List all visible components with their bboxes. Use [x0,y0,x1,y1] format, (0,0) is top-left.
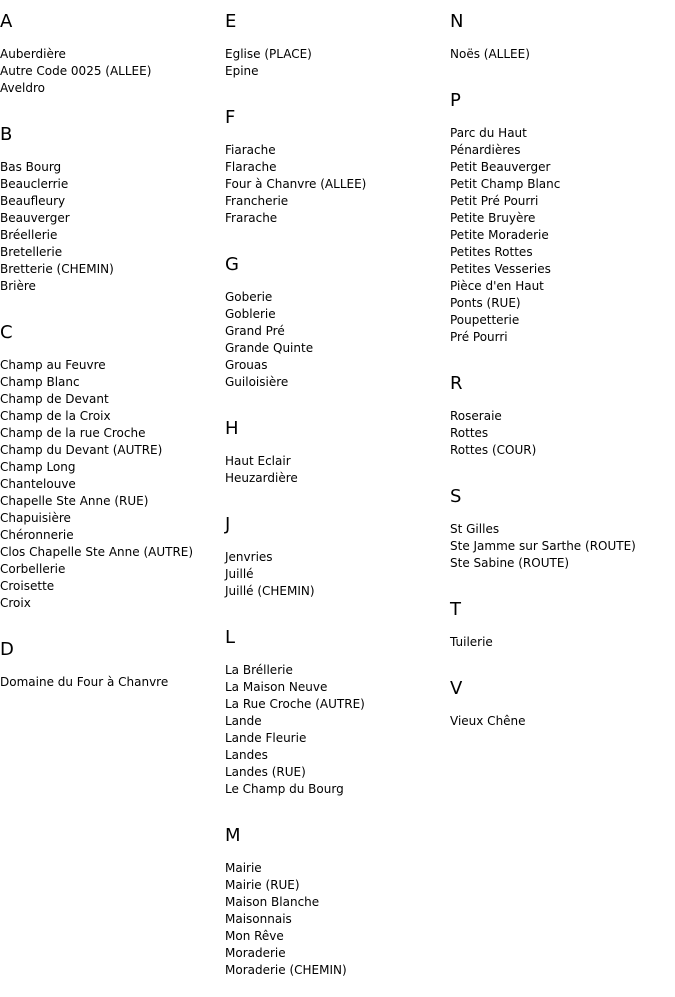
letter-heading: C [0,322,13,343]
street-link[interactable]: Juillé [225,567,254,581]
section-spacer [0,691,224,709]
street-link[interactable]: Landes (RUE) [225,765,306,779]
street-link[interactable]: Clos Chapelle Ste Anne (AUTRE) [0,545,194,559]
section-spacer [450,572,674,590]
street-link[interactable]: Bretellerie [0,245,63,259]
letter-heading: H [225,418,239,439]
street-link[interactable]: Croisette [0,579,55,593]
street-link[interactable]: Champ au Feuvre [0,358,106,372]
street-link[interactable]: Moraderie (CHEMIN) [225,963,347,977]
letter-section-a [0,0,224,115]
street-link[interactable]: La Rue Croche (AUTRE) [225,697,365,711]
street-link[interactable]: Grouas [225,358,268,372]
street-link[interactable]: Champ Blanc [0,375,80,389]
street-link[interactable]: Corbellerie [0,562,66,576]
letter-section-n [450,0,674,81]
street-link[interactable]: Champ de la rue Croche [0,426,146,440]
street-link[interactable]: Aveldro [0,81,45,95]
street-link[interactable]: Chéronnerie [0,528,74,542]
street-link[interactable]: Goblerie [225,307,276,321]
street-link[interactable]: Bas Bourg [0,160,62,174]
street-link[interactable]: Petit Beauverger [450,160,551,174]
letter-heading: F [225,107,236,128]
letter-heading: P [450,90,461,111]
street-link[interactable]: Maisonnais [225,912,292,926]
section-spacer [225,600,449,618]
letter-heading: E [225,11,237,32]
section-spacer [225,227,449,245]
street-list [225,549,449,600]
street-link[interactable]: Rottes (COUR) [450,443,537,457]
street-link[interactable]: Ste Jamme sur Sarthe (ROUTE) [450,539,636,553]
street-link[interactable]: Parc du Haut [450,126,527,140]
street-link[interactable]: Chapuisière [0,511,71,525]
section-spacer [450,63,674,81]
section-spacer [450,730,674,748]
street-link[interactable]: Poupetterie [450,313,520,327]
street-link[interactable]: Rottes [450,426,489,440]
letter-section-t [450,590,674,669]
street-index-column-2 [225,0,449,997]
letter-heading: G [225,254,239,275]
street-link[interactable]: Roseraie [450,409,502,423]
street-list [450,634,674,651]
street-link[interactable]: Chantelouve [0,477,76,491]
street-list [450,521,674,572]
street-link[interactable]: Juillé (CHEMIN) [225,584,315,598]
street-list [450,713,674,730]
letter-heading: M [225,825,241,846]
letter-heading: D [0,639,14,660]
street-list [450,125,674,346]
section-spacer [450,651,674,669]
section-spacer [225,798,449,816]
street-link[interactable]: Petites Rottes [450,245,533,259]
street-link[interactable]: Frarache [225,211,278,225]
section-spacer [225,979,449,997]
section-spacer [225,487,449,505]
street-link[interactable]: Ste Sabine (ROUTE) [450,556,570,570]
letter-section-p [450,81,674,364]
street-link[interactable]: Champ du Devant (AUTRE) [0,443,163,457]
street-link[interactable]: Grand Pré [225,324,285,338]
street-link[interactable]: Bréellerie [0,228,58,242]
street-link[interactable]: Autre Code 0025 (ALLEE) [0,64,152,78]
letter-section-e [225,0,449,98]
street-link[interactable]: Eglise (PLACE) [225,47,312,61]
street-link[interactable]: Landes [225,748,268,762]
street-list [0,159,224,295]
street-link[interactable]: Moraderie [225,946,286,960]
street-index-column-3 [450,0,674,748]
street-link[interactable]: Noës (ALLEE) [450,47,530,61]
street-list [225,46,449,80]
street-list [225,860,449,979]
street-list [0,357,224,612]
street-link[interactable]: Petite Moraderie [450,228,549,242]
street-link[interactable]: Fiarache [225,143,276,157]
letter-section-v [450,669,674,748]
street-list [450,46,674,63]
section-spacer [450,346,674,364]
letter-heading: J [225,514,231,535]
street-link[interactable]: Epine [225,64,259,78]
letter-section-l [225,618,449,816]
street-link[interactable]: Petite Bruyère [450,211,536,225]
street-link[interactable]: Champ de la Croix [0,409,111,423]
street-list [0,46,224,97]
letter-section-h [225,409,449,505]
street-link[interactable]: Haut Eclair [225,454,291,468]
letter-heading: A [0,11,13,32]
street-link[interactable]: Vieux Chêne [450,714,526,728]
street-link[interactable]: Lande [225,714,262,728]
street-list [225,453,449,487]
letter-section-c [0,313,224,630]
street-link[interactable]: Four à Chanvre (ALLEE) [225,177,367,191]
letter-section-r [450,364,674,477]
letter-section-d [0,630,224,709]
street-link[interactable]: Mon Rêve [225,929,284,943]
street-link[interactable]: Croix [0,596,31,610]
street-link[interactable]: Chapelle Ste Anne (RUE) [0,494,149,508]
street-link[interactable]: Mairie [225,861,262,875]
section-spacer [0,612,224,630]
street-link[interactable]: Grande Quinte [225,341,314,355]
section-spacer [450,459,674,477]
letter-heading: L [225,627,236,648]
section-spacer [225,80,449,98]
street-link[interactable]: Pré Pourri [450,330,508,344]
letter-section-b [0,115,224,313]
street-link[interactable]: St Gilles [450,522,500,536]
letter-heading: V [450,678,463,699]
street-link[interactable]: La Maison Neuve [225,680,328,694]
street-link[interactable]: Tuilerie [450,635,493,649]
street-link[interactable]: Brière [0,279,36,293]
letter-heading: T [450,599,461,620]
street-list [225,289,449,391]
street-link[interactable]: Flarache [225,160,277,174]
street-link[interactable]: Petites Vesseries [450,262,551,276]
letter-section-m [225,816,449,997]
street-link[interactable]: Bretterie (CHEMIN) [0,262,114,276]
letter-section-j [225,505,449,618]
street-link[interactable]: Petit Champ Blanc [450,177,561,191]
street-link[interactable]: La Bréllerie [225,663,293,677]
street-link[interactable]: Francherie [225,194,289,208]
street-link[interactable]: Champ Long [0,460,76,474]
street-link[interactable]: Pénardières [450,143,521,157]
street-link[interactable]: Mairie (RUE) [225,878,300,892]
street-link[interactable]: Le Champ du Bourg [225,782,344,796]
letter-section-f [225,98,449,245]
street-link[interactable]: Domaine du Four à Chanvre [0,675,169,689]
street-list [450,408,674,459]
street-link[interactable]: Beauverger [0,211,70,225]
section-spacer [225,391,449,409]
street-list [0,674,224,691]
street-list [225,142,449,227]
street-link[interactable]: Petit Pré Pourri [450,194,539,208]
street-link[interactable]: Champ de Devant [0,392,109,406]
street-link[interactable]: Beaufleury [0,194,66,208]
letter-heading: B [0,124,13,145]
street-link[interactable]: Jenvries [225,550,273,564]
letter-heading: R [450,373,463,394]
letter-heading: N [450,11,464,32]
street-list [225,662,449,798]
street-link[interactable]: Ponts (RUE) [450,296,521,310]
letter-section-s [450,477,674,590]
section-spacer [0,295,224,313]
street-link[interactable]: Guiloisière [225,375,289,389]
letter-section-g [225,245,449,409]
street-link[interactable]: Beauclerrie [0,177,69,191]
street-link[interactable]: Auberdière [0,47,66,61]
street-link[interactable]: Lande Fleurie [225,731,307,745]
street-link[interactable]: Maison Blanche [225,895,320,909]
letter-heading: S [450,486,462,507]
section-spacer [0,97,224,115]
street-index-column-1 [0,0,224,709]
street-link[interactable]: Heuzardière [225,471,298,485]
street-link[interactable]: Goberie [225,290,273,304]
street-link[interactable]: Pièce d'en Haut [450,279,544,293]
